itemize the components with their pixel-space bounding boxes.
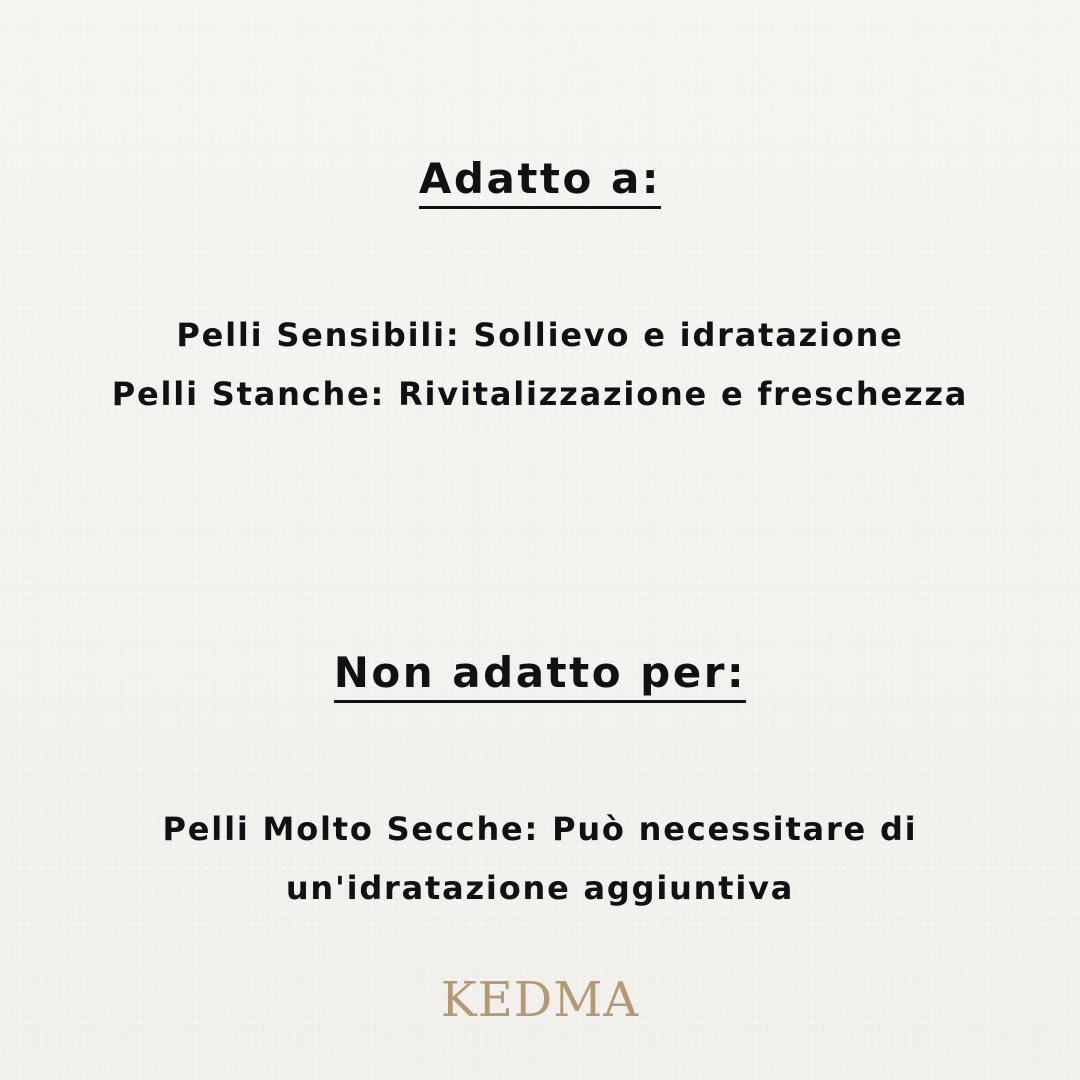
suitable-heading [0,154,1080,203]
suitable-heading-text: Adatto a: [419,154,661,209]
suitable-item-sensitive-skin: Pelli Sensibili: Sollievo e idratazione [176,316,904,354]
brand-logo: KEDMA [440,972,640,1028]
not-suitable-list [0,800,1080,918]
suitable-item-tired-skin: Pelli Stanche: Rivitalizzazione e freschezza [111,375,969,413]
not-suitable-heading-text: Non adatto per: [334,648,746,703]
not-suitable-heading [0,648,1080,697]
not-suitable-item-line-1: Pelli Molto Secche: Può necessitare di [162,810,918,848]
suitable-list [0,306,1080,424]
not-suitable-item-line-2: un'idratazione aggiuntiva [285,869,795,907]
